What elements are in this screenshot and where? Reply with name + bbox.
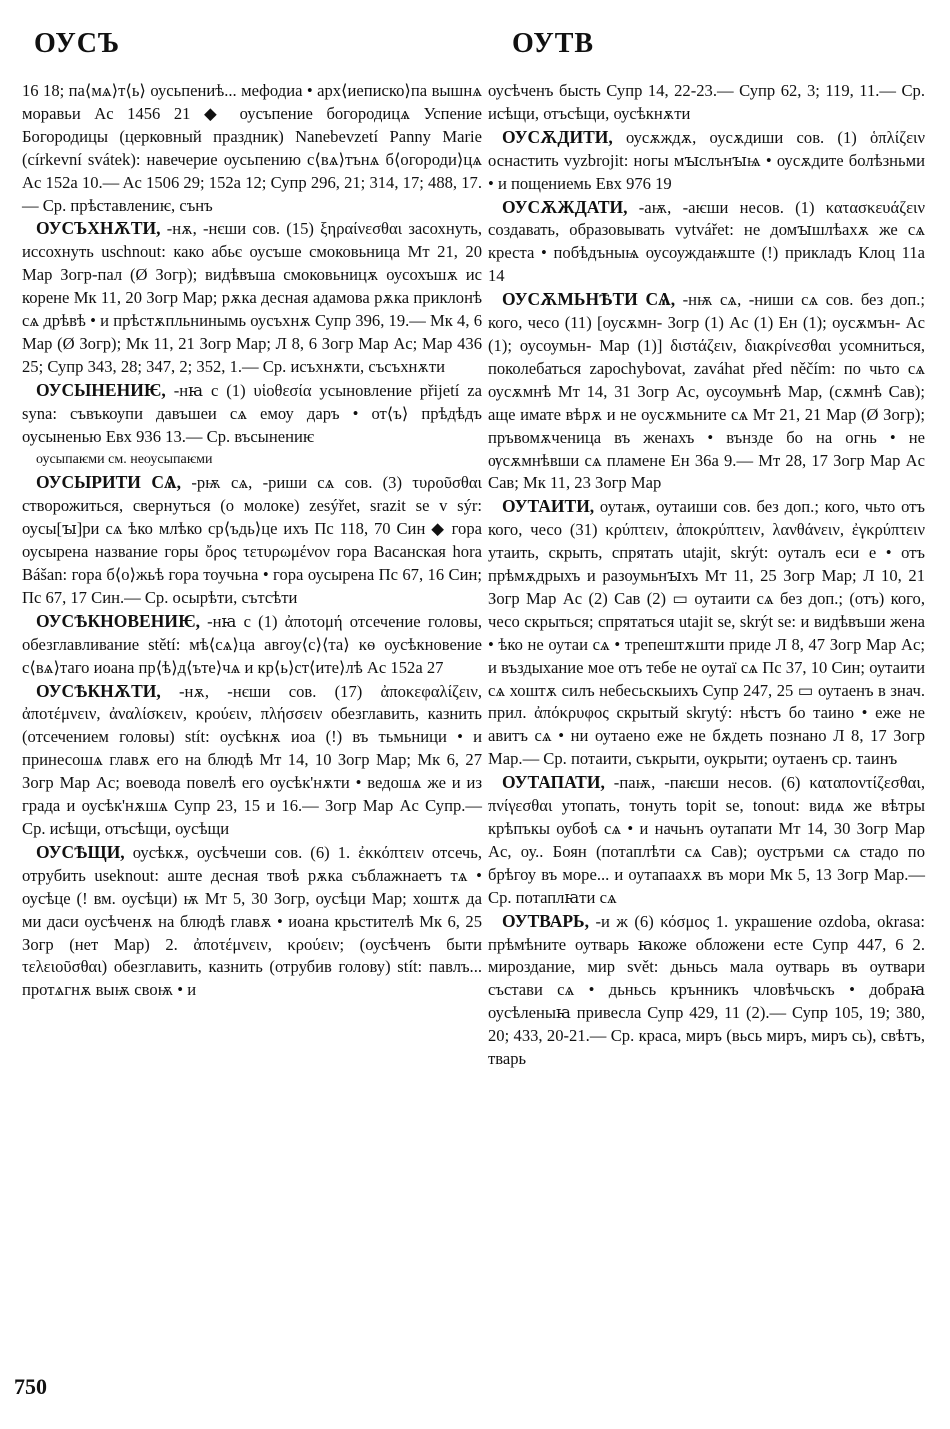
left-column	[22, 80, 482, 1002]
dictionary-entry	[22, 471, 482, 609]
entry-text: 16 18; па⟨мѧ⟩т⟨ь⟩ оусьпениѣ... мефодиа • арх⟨иеписко⟩па вышнѧ моравьи Ac 1456 21 ◆ оусъпение богородицѧ Успение Богородицы (церковный праздник) Nanebevzetí Panny Marie (církevní svátek): навечерие оусьпению с⟨вѧ⟩тънѧ б⟨огороди⟩цѧ Ac 152a 10.— Ac 1506 29; 152a 12; Супр 296, 21; 314, 17; 488, 17.— Ср. прѣставлениѥ, сънъ	[22, 81, 482, 215]
dictionary-entry	[22, 610, 482, 680]
dictionary-entry	[488, 771, 925, 909]
entry-text: -нѭ сѧ, -ниши сѧ сов. без доп.; кого, чесо (11) [оусѫмн- Зогр (1) Ac (1) Ен (1); оусѫмън- Ac (1); оусоумьн- Мар (1)] διστάζειν, διακρίνεσθαι усомниться, поколебаться zapochybovat, zaváhat před něčím: по чьто сѧ оусѫмнѣ Мт 14, 31 Зогр Ac, оусоумьнѣ Мар, (сѫмнѣ Сав); аще имате вѣрѫ и не оусѫмьните сѧ Мт 21, 21 Мар (Ø Зогр); пръвомѫченица въ женахъ • вънзде бо на огнь • не ѹсѫмнѣвши сѧ пламене Ен 36а 9.— Мт 28, 17 Зогр Мар Ac Сав; Мк 11, 23 Зогр Мар	[488, 290, 925, 493]
running-head-left: ОУСЪ	[34, 28, 121, 59]
dictionary-entry	[488, 910, 925, 1071]
entry-text: -нѫ, -нєши сов. (15) ξηραίνεσθαι засохнуть, иссохнуть uschnout: како абьє оусъше смоковьница Мт 21, 20 Мар Зогр-пал (Ø Зогр); видѣвъша смоковьницѫ оусохъшѫ ис корене Мк 11, 20 Зогр Мар; рѫка десная адамова рѫка приклонѣ сѧ дрѣвѣ • и прѣстѫпльнинымь оусъхнѫ Супр 396, 19.— Мк 4, 6 Мар (Ø Зогр); Мк 11, 21 Зогр Мар; Л 8, 6 Зогр Мар Ac; Мар 436 25; Супр 343, 28; 347, 2; 352, 1.— Ср. исъхнѫти, съсъхнѫти	[22, 219, 482, 376]
dictionary-entry	[22, 80, 482, 217]
entry-headword: ОУСѪДИТИ,	[502, 126, 613, 147]
entry-headword: ОУСЪХНѪТИ,	[36, 218, 161, 239]
entry-text: -нѫ, -нєши сов. (17) ἀποκεφαλίζειν, ἀποτέμνειν, ἀναλίσκειν, κρούειν, πλήσσειν обезглавить, казнить (отсечением головы) stít: оусѣкнѫ иоа (!) въ тьмьници • и принесошѧ главѫ его на блюдѣ Мт 14, 10 Зогр Мар; Мк 6, 27 Зогр Мар Ac; воевода повелѣ его оусѣк'нѫти • ведошѧ же и из града и оусѣк'нѫшѧ Супр 23, 15 и 16.— Зогр Мар Ac Супр.— Ср. исѣщи, отъсѣщи, оусѣщи	[22, 681, 482, 838]
entry-headword: ОУСЫНЕНИѤ,	[36, 379, 166, 400]
dictionary-entry	[488, 196, 925, 289]
entry-headword: ОУСѪМЬНѢТИ СѦ,	[502, 289, 676, 310]
running-head-right: ОУТВ	[512, 28, 595, 59]
dictionary-entry	[488, 80, 925, 126]
dictionary-entry	[488, 126, 925, 196]
entry-headword: ОУСѢКНОВЕНИѤ,	[36, 610, 200, 631]
entry-text: -и ж (6) κόσμος 1. украшение ozdoba, okrasa: прѣмѣните оутварь ꙗкоже обложени есте Супр 447, 6 2. мироздание, мир svět: дьньсь мала оутварь въ оутвари състави сѧ • дьньсь крънникъ чловѣчьскъ • добраꙗ оусѣленыꙗ привесла Супр 429, 11 (2).— Супр 105, 19; 380, 20; 433, 20-21.— Ср. краса, миръ (вьсь миръ, миръ сь), свѣтъ, тварь	[488, 911, 925, 1069]
page-number: 750	[14, 1374, 47, 1399]
dictionary-entry	[22, 449, 482, 472]
entry-headword: ОУСѢЩИ,	[36, 841, 125, 862]
entry-headword: ОУСЫРИТИ СѦ,	[36, 472, 182, 493]
entry-headword: ОУТАИТИ,	[502, 496, 595, 517]
entry-headword: ОУТАПАТИ,	[502, 772, 605, 793]
entry-text: -паѭ, -паѥши несов. (6) καταποντίζεσθαι, πνίγεσθαι утопать, тонуть topit se, tonout: видѧ же вѣтры крѣпъкы оубоѣ сѧ • и начьнъ оутапати Мт 14, 30 Зогр Мар Ac, оу.. Боян (потаплѣти сѧ Сав); оустръми сѧ стадо по брѣгоу въ море... и оутапаахѫ въ мори Мк 5, 13 Зогр Мар.— Ср. потаплꙗти сѧ	[488, 773, 925, 907]
entry-text: -рѭ сѧ, -риши сѧ сов. (3) τυροῦσθαι створожиться, свернуться (о молоке) zesýřet, srazit se v sýr: оусы[ꙑ]ри сѧ ѣко млѣко ср⟨ъдь⟩це ихъ Пс 118, 70 Син ◆ гора оусырена название горы ὄρος τετυρωμένον гора Васанская hora Bášan: гора б⟨о⟩жьѣ гора тоучьна • гора оусырена Пс 67, 16 Син; Пс 67, 17 Син.— Ср. осырѣти, сътсѣти	[22, 473, 483, 607]
entry-headword: ОУСѢКНѪТИ,	[36, 680, 161, 701]
entry-text: оусѣкѫ, оусѣчеши сов. (6) 1. ἐκκόπτειν отсечь, отрубить useknout: аште десная твоѣ рѫка съблажнаетъ тѧ • оусѣце (! вм. оусѣци) ѭ Мт 5, 30 Зогр, оусѣци Мар; хоштѫ да ми даси оусѣченѫ на блюдѣ главѫ • иоана крьстителѣ Мк 6, 25 Зогр (нет Мар) 2. ἀποτέμνειν, κρούειν; (оусѣченъ быти τελειοῦσθαι) обезглавить, казнить (отрубив голову) stít: павлъ... протѧгнѫ выѭ своѭ • и	[22, 842, 482, 1000]
dictionary-entry	[22, 841, 482, 1002]
entry-text: оусыпаѥми см. неоусыпаѥми	[36, 451, 213, 467]
entry-text: -нꙗ с (1) υἱοθεσία усыновление přijetí za syna: съвъкоупи давъшеи сѧ емоу даръ • от⟨ъ⟩ прѣдѣдъ оусыненью Евх 936 13.— Ср. въсынениѥ	[22, 380, 482, 446]
entry-text: оусѫждѫ, оусѫдиши сов. (1) ὁπλίζειν оснастить vyzbrojit: ногы мꙑслънꙑѩ • оусѫдите болѣзньми • и пощениемь Евх 976 19	[488, 127, 925, 193]
dictionary-entry	[22, 379, 482, 449]
dictionary-entry	[488, 495, 925, 771]
entry-headword: ОУТВАРЬ,	[502, 910, 589, 931]
entry-text: оутаѭ, оутаиши сов. без доп.; кого, чьто отъ кого, чесо (31) κρύπτειν, ἀποκρύπτειν, λανθάνειν, ἐγκρύπτειν утаить, скрыть, спрятать utajit, skrýt: оуталъ еси е • отъ прѣмѫдрыхъ и разоумьнꙑхъ Мт 11, 25 Зогр Мар; Л 10, 21 Зогр Мар Ac (2) Сав (2) ▭ оутаити сѧ без доп.; (отъ) кого, чесо скрыться; спрятаться utajit se, skrýt se: и видѣвъши жена • ѣко не оутаи сѧ • трепештѫшти приде Л 8, 47 Зогр Мар Ac; и въздыхание мое отъ тебе не оутаї сѧ Пс 37, 10 Син; оутаити сѧ хоштѫ силъ небесьскыихъ Супр 247, 25 ▭ оутаенъ в знач. прил. ἀπόκρυφος скрытый skrytý: нѣстъ бо таино • еже не авитъ сѧ • ни оутаено еже не бѫдеть познано Л 8, 17 Зогр Мар.— Ср. потаити, съкрыти, оукрыти; оутаенъ ср. таинъ	[488, 497, 925, 769]
entry-text: -нꙗ с (1) ἀποτομή отсечение головы, обезглавливание stětí: мѣ⟨сѧ⟩ца авгоу⟨с⟩⟨та⟩ ĸѳ оусѣкновение с⟨вѧ⟩таго иоана пр⟨ѣ⟩д⟨ъте⟩чѧ и кр⟨ь⟩ст⟨ите⟩лѣ Ac 152a 27	[22, 611, 482, 677]
entry-headword: ОУСѪЖДАТИ,	[502, 196, 628, 217]
entry-text: -аѭ, -аѥши несов. (1) κατασκευάζειν создавать, образовывать vytvářet: не домꙑшлѣахѫ же сѧ креста • побѣдъныѩ оусоуждаѭште (!) прикладъ Клоц 11а 14	[488, 197, 925, 286]
dictionary-entry	[22, 217, 482, 378]
dictionary-entry	[22, 680, 482, 841]
dictionary-entry	[488, 288, 925, 495]
right-column	[488, 80, 925, 1071]
entry-text: оусѣченъ бысть Супр 14, 22-23.— Супр 62, 3; 119, 11.— Ср. исѣщи, отъсѣщи, оусѣкнѫти	[488, 81, 925, 123]
